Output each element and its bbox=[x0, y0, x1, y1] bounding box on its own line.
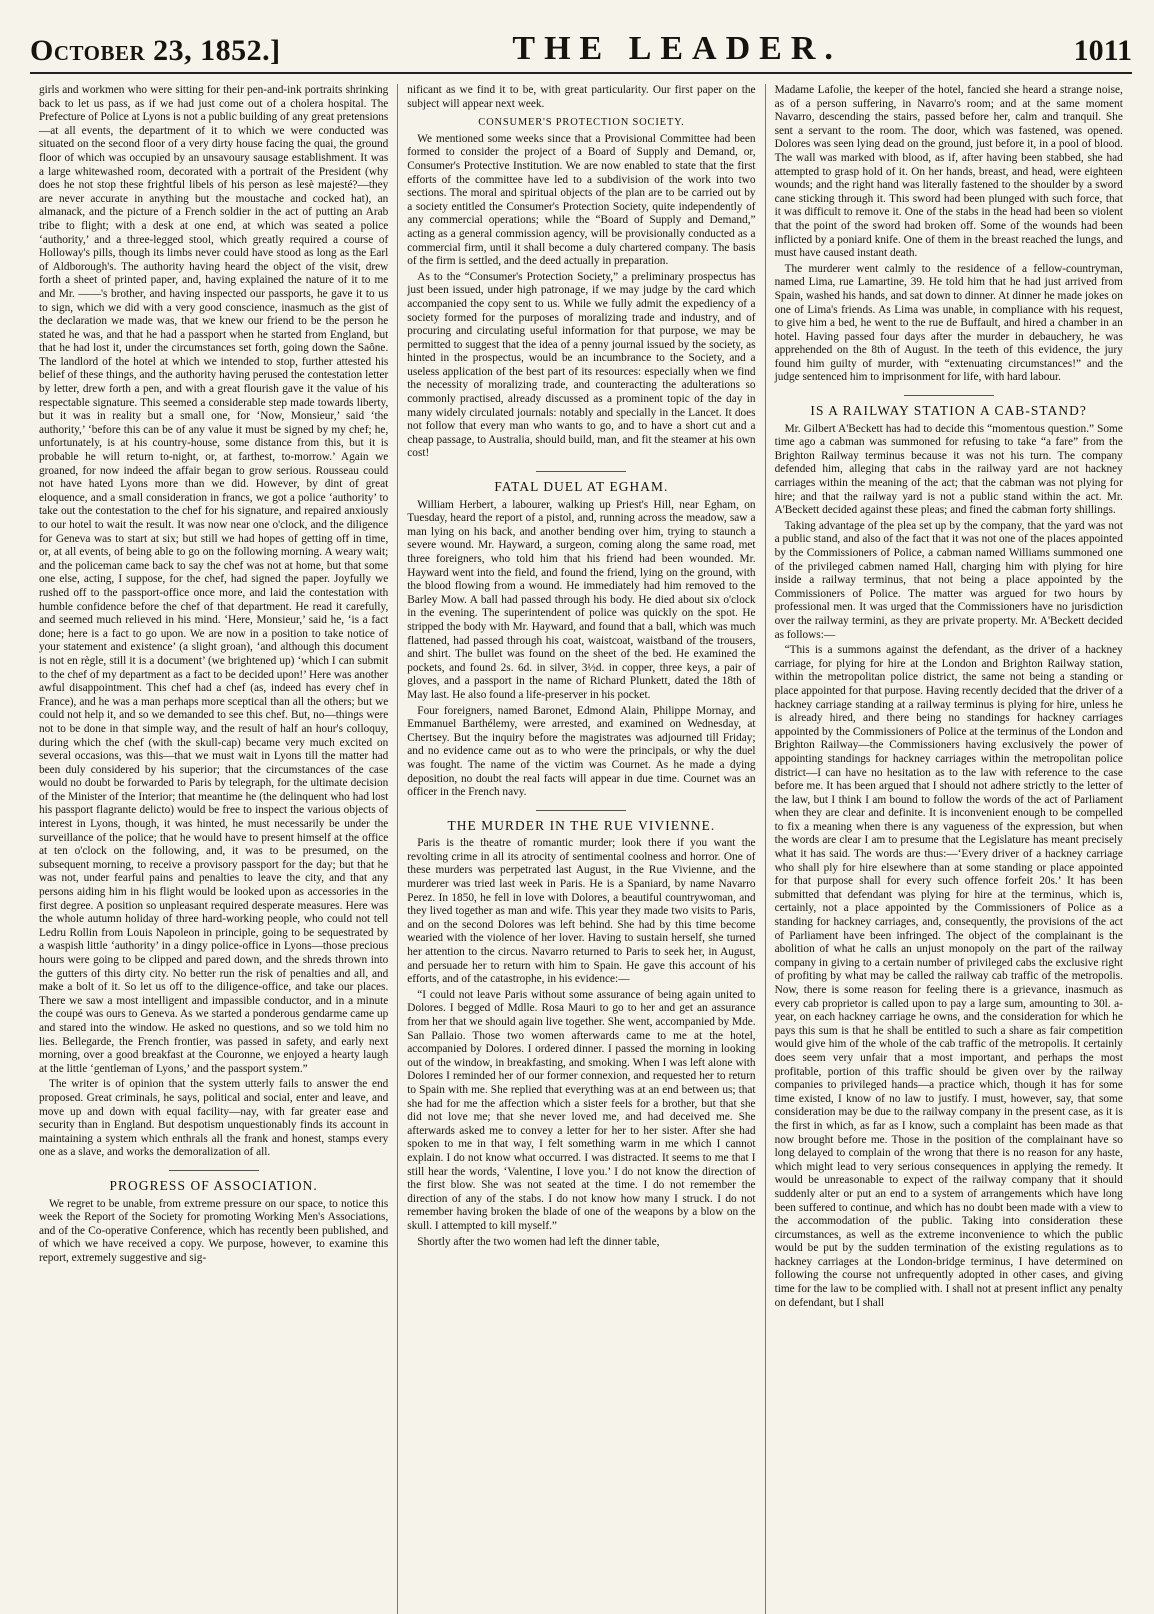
columns bbox=[30, 84, 1132, 1614]
col1-paragraph: The writer is of opinion that the system utterly fails to answer the end proposed. Great criminals, he says, political and social, enter and leave, and move up and down with equal facility—nay, with far greater ease and security than in England. But despotism unquestionably finds its account in maintaining a system which enthrals all the frank and honest, stamps every one as a slave, and works the demoralization of all. bbox=[39, 1078, 389, 1159]
heading-fatal-duel: FATAL DUEL AT EGHAM. bbox=[494, 479, 669, 495]
consumers-paragraph: As to the “Consumer's Protection Society,” a preliminary prospectus has just been issued, under high patronage, if we may judge by the card which accompanied the copy sent to us. While we fully admit the expediency of a society formed for the purposes of moralizing trade and industry, and of procuring and circulating useful information for that purpose, we may be permitted to suggest that the idea of a penny journal issued by the society, as hinted in the prospectus, would be an incumbrance to the Society, and a useless application of the best part of its resources: especially when we find the necessity of moralizing trade, and counteracting the adulterations so commonly practised, already discussed as a prominent topic of the day in many widely circulated journals: notably and specially in the Lancet. It does not follow that every man who wants to go, and to have a short cut and a cheap passage, to Australia, should build, man, and fit the steamer at his own cost! bbox=[407, 270, 756, 460]
page-number: 1011 bbox=[1073, 34, 1132, 67]
duel-paragraph: Four foreigners, named Baronet, Edmond Alain, Philippe Mornay, and Emmanuel Barthélemy, were arrested, and examined on Wednesday, at Chertsey. But the inquiry before the magistrates was adjourned till Friday; and no evidence came out as to who were the principals, or why the duel was fought. The name of the victim was Cournet. As he made a dying deposition, no doubt the real facts will appear in due time. Cournet was an officer in the French navy. bbox=[407, 704, 756, 799]
railway-paragraph: “This is a summons against the defendant, as the driver of a hackney carriage, for plying for hire at the London and Brighton Railway station, within the metropolitan police district, the same not being a standing or place appointed for that purpose. Having recently decided that the driver of a hackney carriage standing at a railway terminus is plying for hire, unless he is already hired, and there being no standings for hackney carriages appointed by the Commissioners of Police at the terminus of the London and Brighton Railway—the Commissioners having exclusively the power of appointing standings for hackney carriages within the metropolitan police district—I can have no hesitation as to the law with reference to the case before me. It has been argued that I should not adhere strictly to the letter of the law, but I think I am bound to follow the words of the act of Parliament when they are clear and definite. It is inconvenient enough to be compelled to fix a meaning when there is any vagueness of the expression, but when the words are clear I am to presume that the Legislature has meant precisely what it has said. The words are thus:—‘Every driver of a hackney carriage who shall ply for hire elsewhere than at some standing or place appointed for that purpose shall for every such offence forfeit 20s.’ It has been submitted that defendant was plying for hire at the terminus, which is, certainly, not a place appointed by the Commissioners of Police as a standing for hackney carriages, and, consequently, the provisions of the act of Parliament have been infringed. The object of the complainant is the abolition of what he calls an unjust monopoly on the part of the railway company in giving to a certain number of privileged cabs the exclusive right of profiting by what may be called the railway cab traffic of the metropolis. Now, there is some reason for feeling there is a grievance, inasmuch as every cab proprietor is called upon to pay a large sum, amounting to 30l. a-year, on each hackney carriage he owns, and the consideration for which he pays this sum is that he shall be entitled to such a share as fair competition would give him of the whole of the cab traffic of the metropolis. It certainly does seem very unfair that a most important, and perhaps the most profitable, portion of this traffic should be given over by the railway companies to privileged hands—a practice which, though it has for some time existed, I know of no law to justify. I must, however, say, that some consideration may be due to the railway company in the present case, as it is the first in which, as far as I know, such a complaint has been made as that now brought before me. Those in the position of the complainant have so long delayed to complain of the wrong that there is no reason for any haste, which might lead to very serious consequences in applying the remedy. It would be unreasonable to expect of the railway company that it should suddenly alter or put an end to a system of arrangements which have long been suffered to continue, and which has no doubt been made with a view to the accommodation of the public. Taking into consideration these circumstances, as well as the extreme inconvenience to which the public would be put by the sudden termination of the existing regulations as to hackney carriages at the London-bridge terminus, I have determined on following the course not unfrequently adopted in other cases, and giving time for the law to be complied with. I shall not at present inflict any penalty on defendant, but I shall bbox=[774, 644, 1123, 1309]
heading-railway-cab-stand: IS A RAILWAY STATION A CAB-STAND? bbox=[810, 403, 1087, 419]
section-divider bbox=[904, 395, 994, 396]
section-divider bbox=[169, 1170, 259, 1171]
duel-paragraph: William Herbert, a labourer, walking up Priest's Hill, near Egham, on Tuesday, heard the report of a pistol, and, running across the meadow, saw a man lying on his back, and another bending over him, trying to staunch a severe wound. Mr. Hayward, a surgeon, coming along the same road, met three foreigners, who told him that his friend had been wounded. Mr. Hayward went into the field, and found the friend, lying on the ground, with the blood flowing from a wound. He immediately had him removed to the Barley Mow. A ball had passed through his body. He died about six o'clock in the evening. The superintendent of police was quickly on the spot. He stripped the body with Mr. Hayward, and found that a ball, which was much flattened, had passed through his coat, waistcoat, waistband of the trousers, and shirt. The bullet was found on the sheet of the bed. He examined the pockets, and found 2s. 6d. in silver, 3½d. in copper, three keys, a pair of gloves, and a passport in the name of Richard Plunkett, dated the 18th of May last. He also found a life-preserver in his pocket. bbox=[407, 498, 756, 701]
murder-paragraph: “I could not leave Paris without some assurance of being again united to Dolores. I begged of Mdlle. Rosa Mauri to go to her and get an assurance from her that we should again live together. She went, accompanied by Mde. San Pallaio. Those two women afterwards came to me at the hotel, accompanied by Dolores. I ordered dinner. I passed the morning in looking out of the window, in breakfasting, and smoking. When I was left alone with Dolores I reminded her of our former connexion, and requested her to return to Spain with me. She replied that everything was at an end between us; that she had for me the affection which a sister feels for a brother, but that she did not love me; that she never loved me, and had deceived me. She afterwards asked me to convey a letter for her to her sister. After she had spoken to me in that way, I felt something warm in me which I cannot explain. I do not know what occurred. I was distracted. It seems to me that I still hear the words, ‘Valentine, I love you.’ I do not know the direction of the first blow. She was not seated at the time. I do not remember the direction of any of the stabs. I do not know how many I struck. I do not remember having broken the blade of one of the weapons by a blow on the skull. I attempted to kill myself.” bbox=[407, 988, 756, 1232]
masthead bbox=[30, 18, 1132, 74]
issue-date: October 23, 1852.] bbox=[30, 34, 281, 67]
column-2 bbox=[397, 84, 764, 1614]
murder-paragraph: Shortly after the two women had left the dinner table, bbox=[417, 1235, 660, 1248]
heading-consumers-protection: CONSUMER'S PROTECTION SOCIETY. bbox=[478, 117, 685, 129]
railway-paragraph: Mr. Gilbert A'Beckett has had to decide this “momentous question.” Some time ago a cabman was summoned for refusing to take “a fare” from the Brighton Railway terminus because it was not his turn. The company defended him, alleging that cabs in the railway yard are not hackney carriages within the meaning of the act; that the cabman was not plying for hire; and that the railway yard is not a public stand within the act. Mr. A'Beckett decided against these pleas; and fined the cabman forty shillings. bbox=[774, 422, 1123, 517]
paper-title: THE LEADER. bbox=[512, 30, 842, 67]
railway-paragraph: Taking advantage of the plea set up by the company, that the yard was not a public stand, and also of the fact that it was not one of the places appointed by the Commissioners of Police, a cabman named Williams summoned one of the privileged cabmen named Hall, charging him with plying for hire inside a railway terminus, that not being a place appointed by the Commissioners of Police. The matter was argued for two hours by professional men. It was urged that the Commissioners have no jurisdiction over the railway termini, as they are private property. Mr. A'Beckett decided as follows:— bbox=[774, 519, 1123, 641]
heading-progress-of-association: PROGRESS OF ASSOCIATION. bbox=[109, 1177, 318, 1193]
col2-intro: nificant as we find it to be, with great particularity. Our first paper on the subject will appear next week. bbox=[407, 84, 756, 110]
section-divider bbox=[536, 810, 626, 811]
section-divider bbox=[536, 471, 626, 472]
murder-continued-paragraph: Madame Lafolie, the keeper of the hotel, fancied she heard a strange noise, as of a person suffering, in Navarro's room; and at the same moment Navarro, descending the stairs, passed before her, calm and tranquil. She sent a servant to the room. The door, which was fastened, was opened. Dolores was seen lying dead on the ground, just before it, in a pool of blood. The wall was marked with blood, as if, after having been stabbed, she had attempted to grasp hold of it. On her hands, breast, and head, were eighteen wounds; and the right hand was literally fastened to the shoulder by a sword cane sticking through it. This sword had been plunged with such force, that it was difficult to remove it. One of the stabs in the head had been so violent that the point of the sword had broken off. Some of the wounds had been inflicted by a poniard knife. One of them in the breast reached the lungs, and must have caused instant death. bbox=[774, 84, 1123, 260]
murder-continued-paragraph: The murderer went calmly to the residence of a fellow-countryman, named Lima, rue Lamartine, 39. He told him that he had just arrived from Spain, washed his hands, and sat down to dinner. At dinner he made jokes on one of Lima's friends. As Lima was unable, in compliance with his request, to give him a bed, he went to the rue de Buffault, and hired a chamber in an hotel. Having passed four days after the murder in debauchery, he was apprehended on the 8th of August. In the teeth of this evidence, the jury found him guilty of murder, with “extenuating circumstances!” and the judge sentenced him to imprisonment for life, with hard labour. bbox=[774, 262, 1123, 384]
col1-paragraph: girls and workmen who were sitting for their pen-and-ink portraits shrinking back to let us pass, as if we had just come out of a cholera hospital. The Prefecture of Police at Lyons is not a public building of any great pretensions —at all events, the department of it to which we were conducted was situated on the second floor of a very dirty house facing the quai, the ground floor of which was occupied by an unsavoury sausage establishment. It was a large whitewashed room, decorated with a portrait of the President (why does he not stop these frightful libels of his person as lesè majesté?—they are never accurate in anything but the moustache and cocked hat), an almanack, and the picture of a French soldier in the act of putting an Arab tribe to flight; with a desk at one end, at which was seated a police ‘authority,’ and a three-legged stool, which greatly required a course of Holloway's pills, though its limbs never could have stood as long as the Earl of Aldborough's. The authority having heard the object of the visit, drew forth a sheet of printed paper, and, having explained the nature of it to me and Mr. ——'s brother, and having inspected our passports, he gave it to us to sign, which we did with a very good conscience, inasmuch as the gist of the declaration we made was, that we knew our friend to be the person he stated he was, and that he had a passport when he started from England, but that he had lost it, under the circumstances set forth, going down the Saône. The landlord of the hotel at which we intended to stop, further attested his belief of these things, and the authority having perused the contestation letter by letter, drew forth a pen, and with a great flourish gave it the value of his respectable signature. This seemed a considerable step made towards liberty, but it was in reality but a small one, for ‘Now, Monsieur,’ said ‘the authority,’ ‘before this can be of any value it must be signed by my chef; he, unfortunately, is at his country-house, some distance from this, but it is probable he will return to-night, or, at farthest, to-morrow.’ Again we groaned, for now indeed the affair began to grow serious. Rousseau could not have hated Lyons more than we did. However, by dint of great eloquence, and a small consideration in francs, we got a police ‘authority’ to take out the contestation to the chef for his signature, and repaired anxiously to our hotel to wait the result. It was now near one o'clock, and the diligence for Geneva was to start at six; but still we had hopes of getting off in time, or, at all events, of being able to go on the following morning. A weary wait; and the policeman came back to say the chef was not at home, but that some one else, acting, I suppose, for the chef, had signed the paper. Joyfully we rushed off to the passport-office once more, and laid the contestation with humble confidence before the chef of that department. He read it carefully, and seemed much relieved in his mind. ‘Here, Monsieur,’ said he, ‘is a fact done; here is a fact to go upon. We are now in a position to take notice of your statement and existence’ (a slight groan), ‘and although this document is not en règle, still it is a document’ (we brightened up) ‘which I can submit to the chef of my department as a fact to be decided upon!’ Here was another awful disappointment. This chef had a chef (as, indeed has every chef in France), and he was a man perhaps more sceptical than all the others; but we could not help it, and so we demanded to see this chef. But, no—things were not to be done in that simple way, and the result of half an hour's colloquy, during which the chef (with the skull-cap) became very much excited on several occasions, was this—that we must wait in Lyons till the matter had been duly considered by his superior; that the circumstances of the case would no doubt be forwarded to Paris by telegraph, for the ultimate decision of the Minister of the Interior; that meantime he (the delinquent who had lost his passport flagrante delicto) would be free to inspect the various objects of interest in Lyons, though, it was hinted, he must necessarily be under the surveillance of the police; that he would have to present himself at the office at ten o'clock on the following, and, it was to be presumed, on the subsequent morning, to receive a provisory passport for the day; but that he was not, under fearful pains and penalties to leave the city, and that any persons aiding him in his flight would be looked upon as accessories in the first degree. A position so unpleasant required desperate measures. Here was the whole autumn holiday of three hard-working people, who could not tell Ledru Rollin from Louis Napoleon in principle, going to be sequestrated by a waspish little ‘authority’ in a dingy police-office in Lyons—those precious hours were going to be clipped and pared down, and the shreds thrown into the gutters of this dirty city. No better run the risk of penalties and all, and make a bolt of it. So let us off to the diligence-office, and take our places. There we saw a most intelligent and impassible conductor, and in a minute the coupé was ours to Geneva. As we started a ponderous gendarme came up and stared into the window. He asked no questions, and so we told him no lies. Bellegarde, the French frontier, was passed in safety, and early next morning, over a good breakfast at the Couronne, we enjoyed a hearty laugh at the little ‘gentleman of Lyons,’ and the passport system.” bbox=[39, 84, 389, 1075]
consumers-paragraph: We mentioned some weeks since that a Provisional Committee had been formed to consider the project of a Board of Supply and Demand, or, Consumer's Protective Institution. We are now enabled to state that the first efforts of the committee have led to a subdivision of the work into two sections. The moral and spiritual objects of the plan are to be carried out by a society entitled the Consumer's Protection Society, quite independently of any commercial operations; while the “Board of Supply and Demand,” acting as a general commission agency, will be provisionally conducted as a commercial firm, until it shall become a duly chartered company. The basis of the firm is settled, and the deed actually in preparation. bbox=[407, 132, 756, 268]
heading-murder-rue-vivienne: THE MURDER IN THE RUE VIVIENNE. bbox=[447, 817, 716, 833]
murder-paragraph: Paris is the theatre of romantic murder; look there if you want the revolting crime in all its atrocity of sentimental coolness and horror. One of these murders was perpetrated last August, in the Rue Vivienne, and the murderer was tried last week in Paris. He is a Spaniard, by name Navarro Perez. In 1850, he fell in love with Dolores, a beautiful countrywoman, and they lived together as man and wife. This year they made two visits to Paris, and on the second Dolores was left behind. She had by this time become wearied with the violence of her lover. Having to sustain herself, she turned her attention to the circus. Navarro returned to Paris to seek her, in August, and persuade her to return with him to Spain. He gave this account of his efforts, and of the catastrophe, in his evidence:— bbox=[407, 837, 756, 986]
column-1 bbox=[30, 84, 397, 1614]
progress-paragraph: We regret to be unable, from extreme pressure on our space, to notice this week the Report of the Society for promoting Working Men's Associations, and of the Co-operative Conference, which has recently been published, and of which we have received a copy. We purpose, however, to examine this report, extremely suggestive and sig- bbox=[39, 1197, 389, 1264]
column-3 bbox=[765, 84, 1132, 1614]
